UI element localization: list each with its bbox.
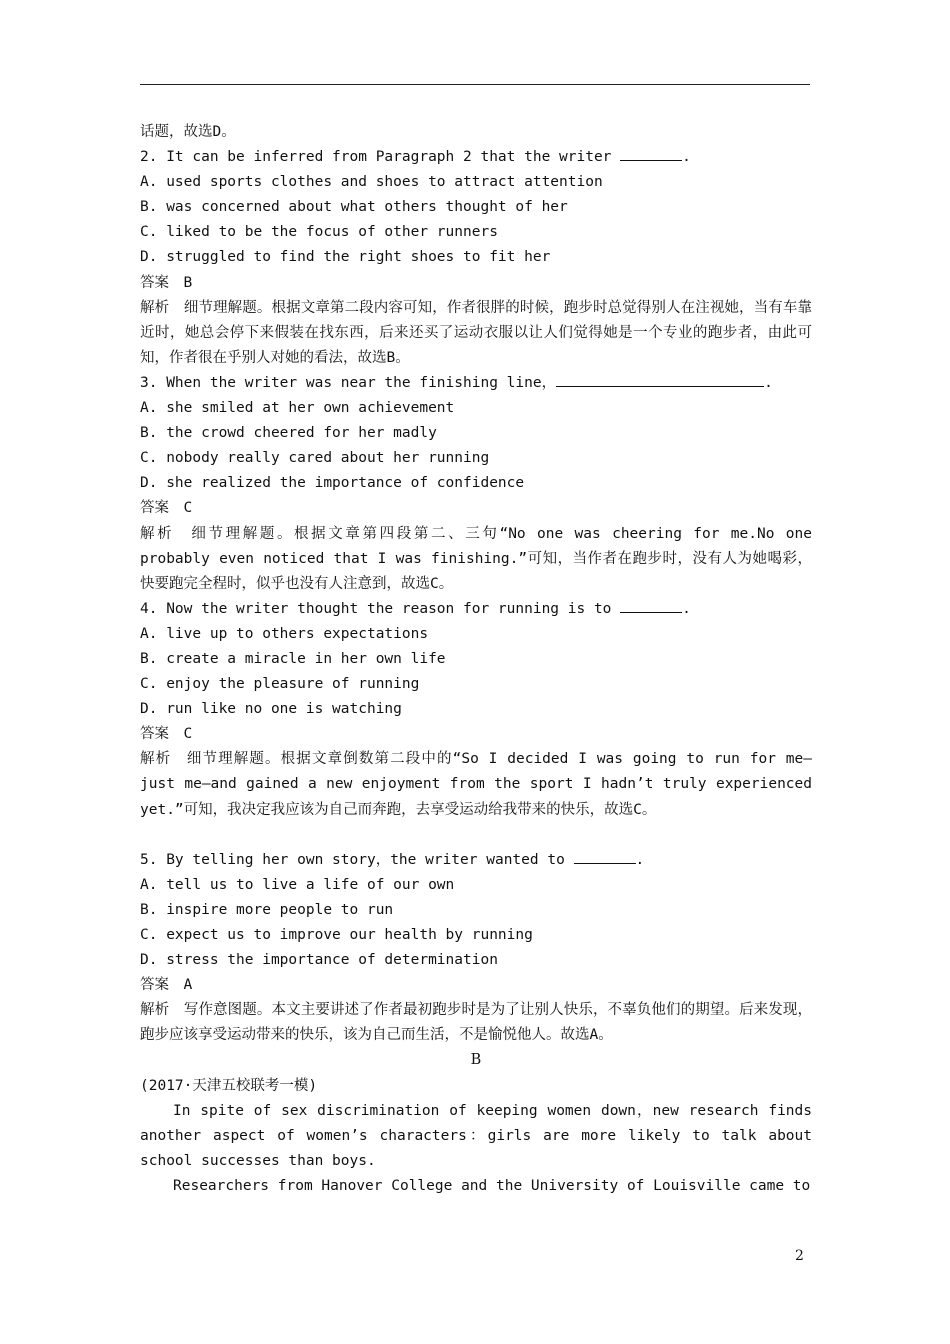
answer-blank <box>620 598 682 613</box>
question-stem-end: . <box>635 851 645 868</box>
option-d: D. struggled to find the right shoes to fit her <box>140 249 551 266</box>
question-stem <box>140 145 812 170</box>
question-stem-text: 2. It can be inferred from Paragraph 2 that the writer <box>140 149 621 166</box>
question-stem-end: . <box>682 600 691 617</box>
option-b: B. was concerned about what others thought of her <box>140 199 568 216</box>
question-stem-text: 4. Now the writer thought the reason for running is to <box>140 600 621 617</box>
option-c: C. enjoy the pleasure of running <box>140 676 420 693</box>
analysis-paragraph: 解析 细节理解题。根据文章第四段第二、三句“No one was cheering for me.No one probably even noticed that I was finishing.”可知，当作者在跑步时，没有人为她喝彩，快要跑完全程时，似乎也没有人注意到，故选C。 <box>140 525 812 592</box>
section-heading: B <box>470 1052 482 1069</box>
question-stem-end: . <box>682 149 691 166</box>
spacer <box>140 823 812 848</box>
analysis-paragraph: 解析 细节理解题。根据文章第二段内容可知，作者很胖的时候，跑步时总觉得别人在注视她，当有车靠近时，她总会停下来假装在找东西，后来还买了运动衣服以让人们觉得她是一个专业的跑步者，由此可知，作者很在乎别人对她的看法，故选B。 <box>140 299 812 366</box>
question-stem <box>140 371 812 396</box>
option-a: A. used sports clothes and shoes to attract attention <box>140 174 603 191</box>
option-a: A. tell us to live a life of our own <box>140 876 455 893</box>
question-stem <box>140 597 812 622</box>
option-b: B. inspire more people to run <box>140 901 394 918</box>
option-d: D. run like no one is watching <box>140 701 402 718</box>
option-a: A. she smiled at her own achievement <box>140 400 455 417</box>
answer-line: 答案 C <box>140 726 193 743</box>
source-note: (2017·天津五校联考一模) <box>140 1077 318 1094</box>
answer-line: 答案 B <box>140 274 193 291</box>
option-b: B. create a miracle in her own life <box>140 650 446 667</box>
question-stem-text: 3. When the writer was near the finishing line， <box>140 374 557 391</box>
option-b: B. the crowd cheered for her madly <box>140 425 437 442</box>
question-stem-text: 5. By telling her own story，the writer wanted to <box>140 851 574 868</box>
page-body <box>140 120 812 1199</box>
answer-line: 答案 A <box>140 977 193 994</box>
question-stem <box>140 848 812 873</box>
page-number: 2 <box>795 1248 804 1264</box>
intro-line: 话题，故选D。 <box>140 124 236 140</box>
header-rule <box>140 84 810 85</box>
option-d: D. she realized the importance of confidence <box>140 475 525 492</box>
option-a: A. live up to others expectations <box>140 625 429 642</box>
analysis-paragraph: 解析 写作意图题。本文主要讲述了作者最初跑步时是为了让别人快乐，不辜负他们的期望。后来发现，跑步应该享受运动带来的快乐，该为自己而生活，不是愉悦他人。故选A。 <box>140 1002 812 1044</box>
passage-paragraph: In spite of sex discrimination of keeping women down，new research finds another aspect of women’s characters：girls are more likely to talk about school successes than boys. <box>140 1102 812 1169</box>
analysis-paragraph: 解析 细节理解题。根据文章倒数第二段中的“So I decided I was going to run for me—just me—and gained a new enjoyment from the sport I hadn’t truly experienced yet.”可知，我决定我应该为自己而奔跑，去享受运动给我带来的快乐，故选C。 <box>140 751 812 818</box>
option-d: D. stress the importance of determination <box>140 952 498 969</box>
answer-blank <box>556 372 764 387</box>
option-c: C. expect us to improve our health by running <box>140 927 533 943</box>
answer-blank <box>574 849 636 864</box>
question-stem-end: . <box>764 374 773 391</box>
answer-blank <box>620 146 682 161</box>
answer-line: 答案 C <box>140 500 193 517</box>
option-c: C. nobody really cared about her running <box>140 450 490 467</box>
option-c: C. liked to be the focus of other runners <box>140 224 498 241</box>
passage-paragraph: Researchers from Hanover College and the University of Louisville came to <box>173 1177 811 1194</box>
